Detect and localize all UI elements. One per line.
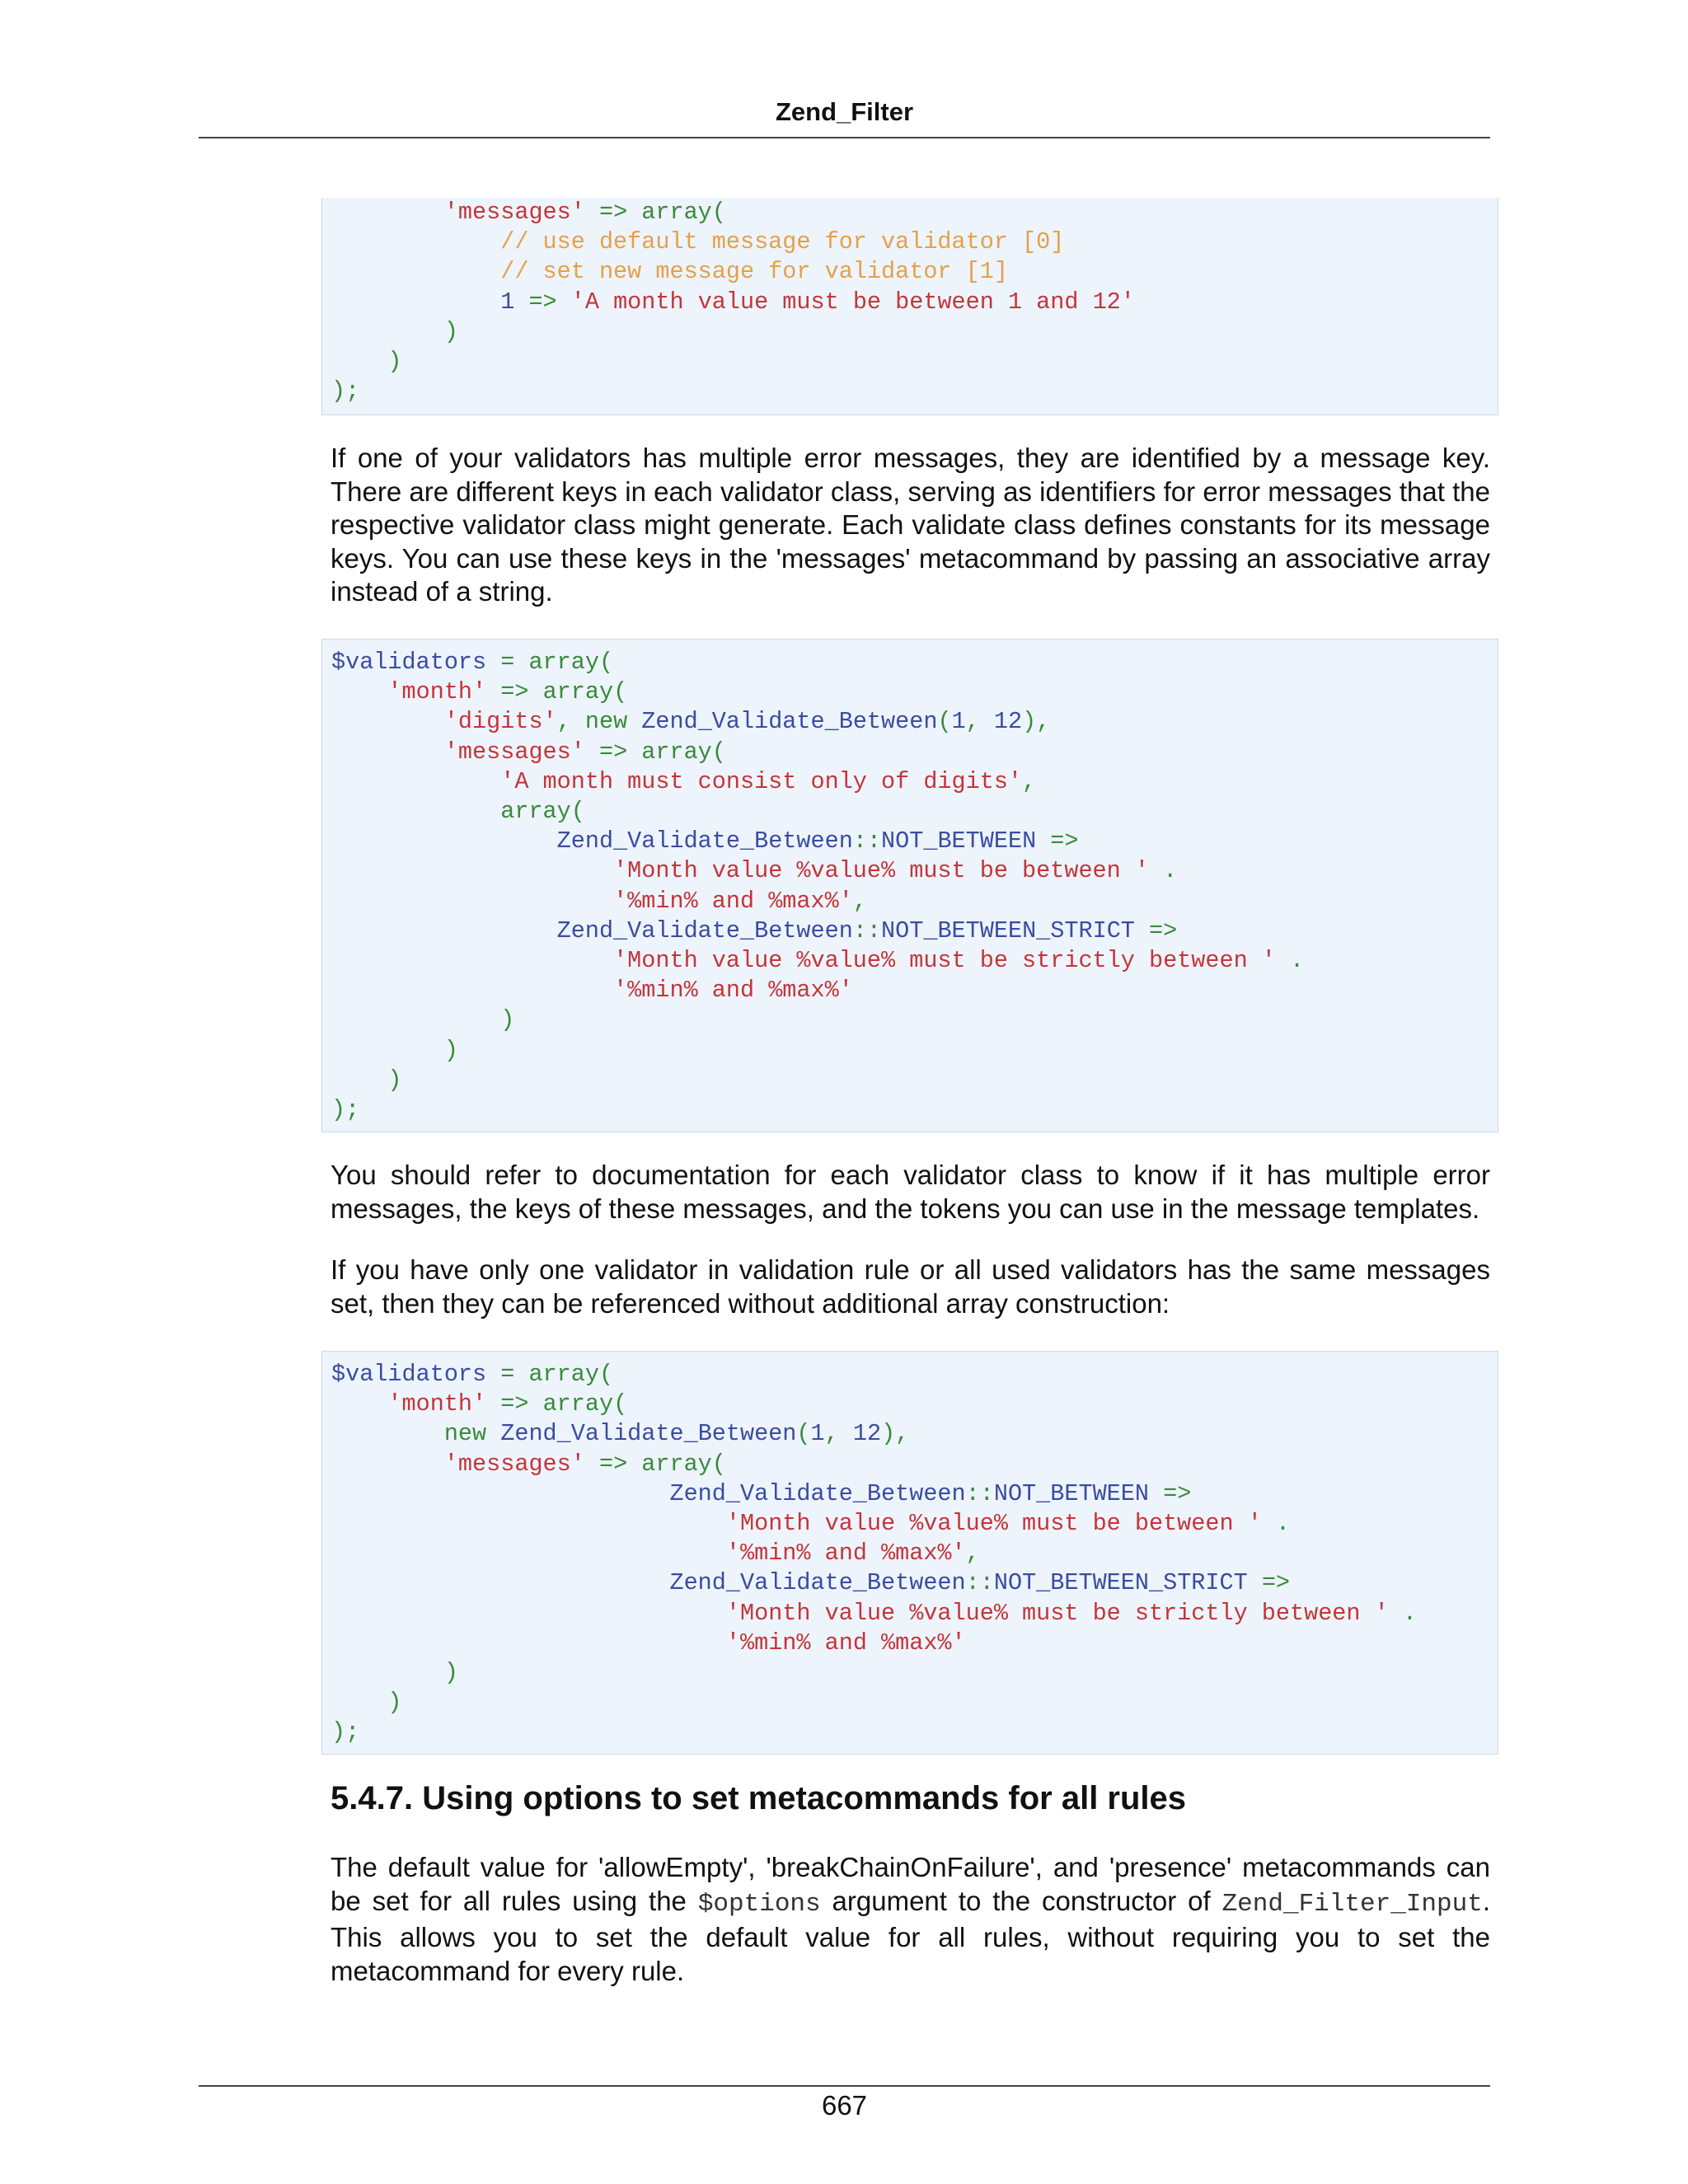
header-rule bbox=[199, 137, 1490, 138]
paragraph-text: . This allows you to set the default value for all rules, without requiring you to set the metacommand for every rule. bbox=[331, 1885, 1490, 1986]
paragraph-text: argument to the constructor of bbox=[820, 1885, 1222, 1916]
code-block-2: $validators = array( 'month' => array( 'digits', new Zend_Validate_Between(1, 12), 'messages' => array( 'A month must consist only of digits', array( Zend_Validate_Between::NOT_BETWEEN => 'Month value %value% must be between ' . '%min% and %max%', Zend_Validate_Between::NOT_BETWEEN_STRICT => 'Month value %value% must be strictly between ' . '%min% and %max%' ) ) ) ); bbox=[321, 639, 1498, 1132]
footer-rule bbox=[199, 2085, 1490, 2087]
paragraph-single-validator: If you have only one validator in validation rule or all used validators has the same messages set, then they can be referenced without additional array construction: bbox=[331, 1254, 1490, 1319]
paragraph-text: The default value for 'allowEmpty', 'breakChainOnFailure', and 'presence' metacommands can be set for all rules using the bbox=[331, 1852, 1490, 1916]
page-number: 667 bbox=[821, 2090, 868, 2121]
running-header: Zend_Filter bbox=[775, 97, 914, 126]
section-heading: 5.4.7. Using options to set metacommands for all rules bbox=[331, 1780, 1187, 1816]
paragraph-options-default bbox=[331, 1851, 1490, 1988]
paragraph-message-keys: If one of your validators has multiple error messages, they are identified by a message key. There are different keys in each validator class, serving as identifiers for error messages that the respective validator class might generate. Each validate class defines constants for its message keys. You can use these keys in the 'messages' metacommand by passing an associative array instead of a string. bbox=[331, 443, 1490, 607]
code-block-1: 'messages' => array( // use default message for validator [0] // set new message for validator [1] 1 => 'A month value must be between 1 and 12' ) ) ); bbox=[321, 198, 1498, 415]
inline-code-options: $options bbox=[697, 1889, 821, 1919]
inline-code-filter-input: Zend_Filter_Input bbox=[1221, 1889, 1483, 1919]
paragraph-refer-docs: You should refer to documentation for each validator class to know if it has multiple error messages, the keys of these messages, and the tokens you can use in the message templates. bbox=[331, 1160, 1490, 1224]
code-block-3: $validators = array( 'month' => array( new Zend_Validate_Between(1, 12), 'messages' => array( Zend_Validate_Between::NOT_BETWEEN => 'Month value %value% must be between ' . '%min% and %max%', Zend_Validate_Between::NOT_BETWEEN_STRICT => 'Month value %value% must be strictly between ' . '%min% and %max%' ) ) ); bbox=[321, 1351, 1498, 1755]
